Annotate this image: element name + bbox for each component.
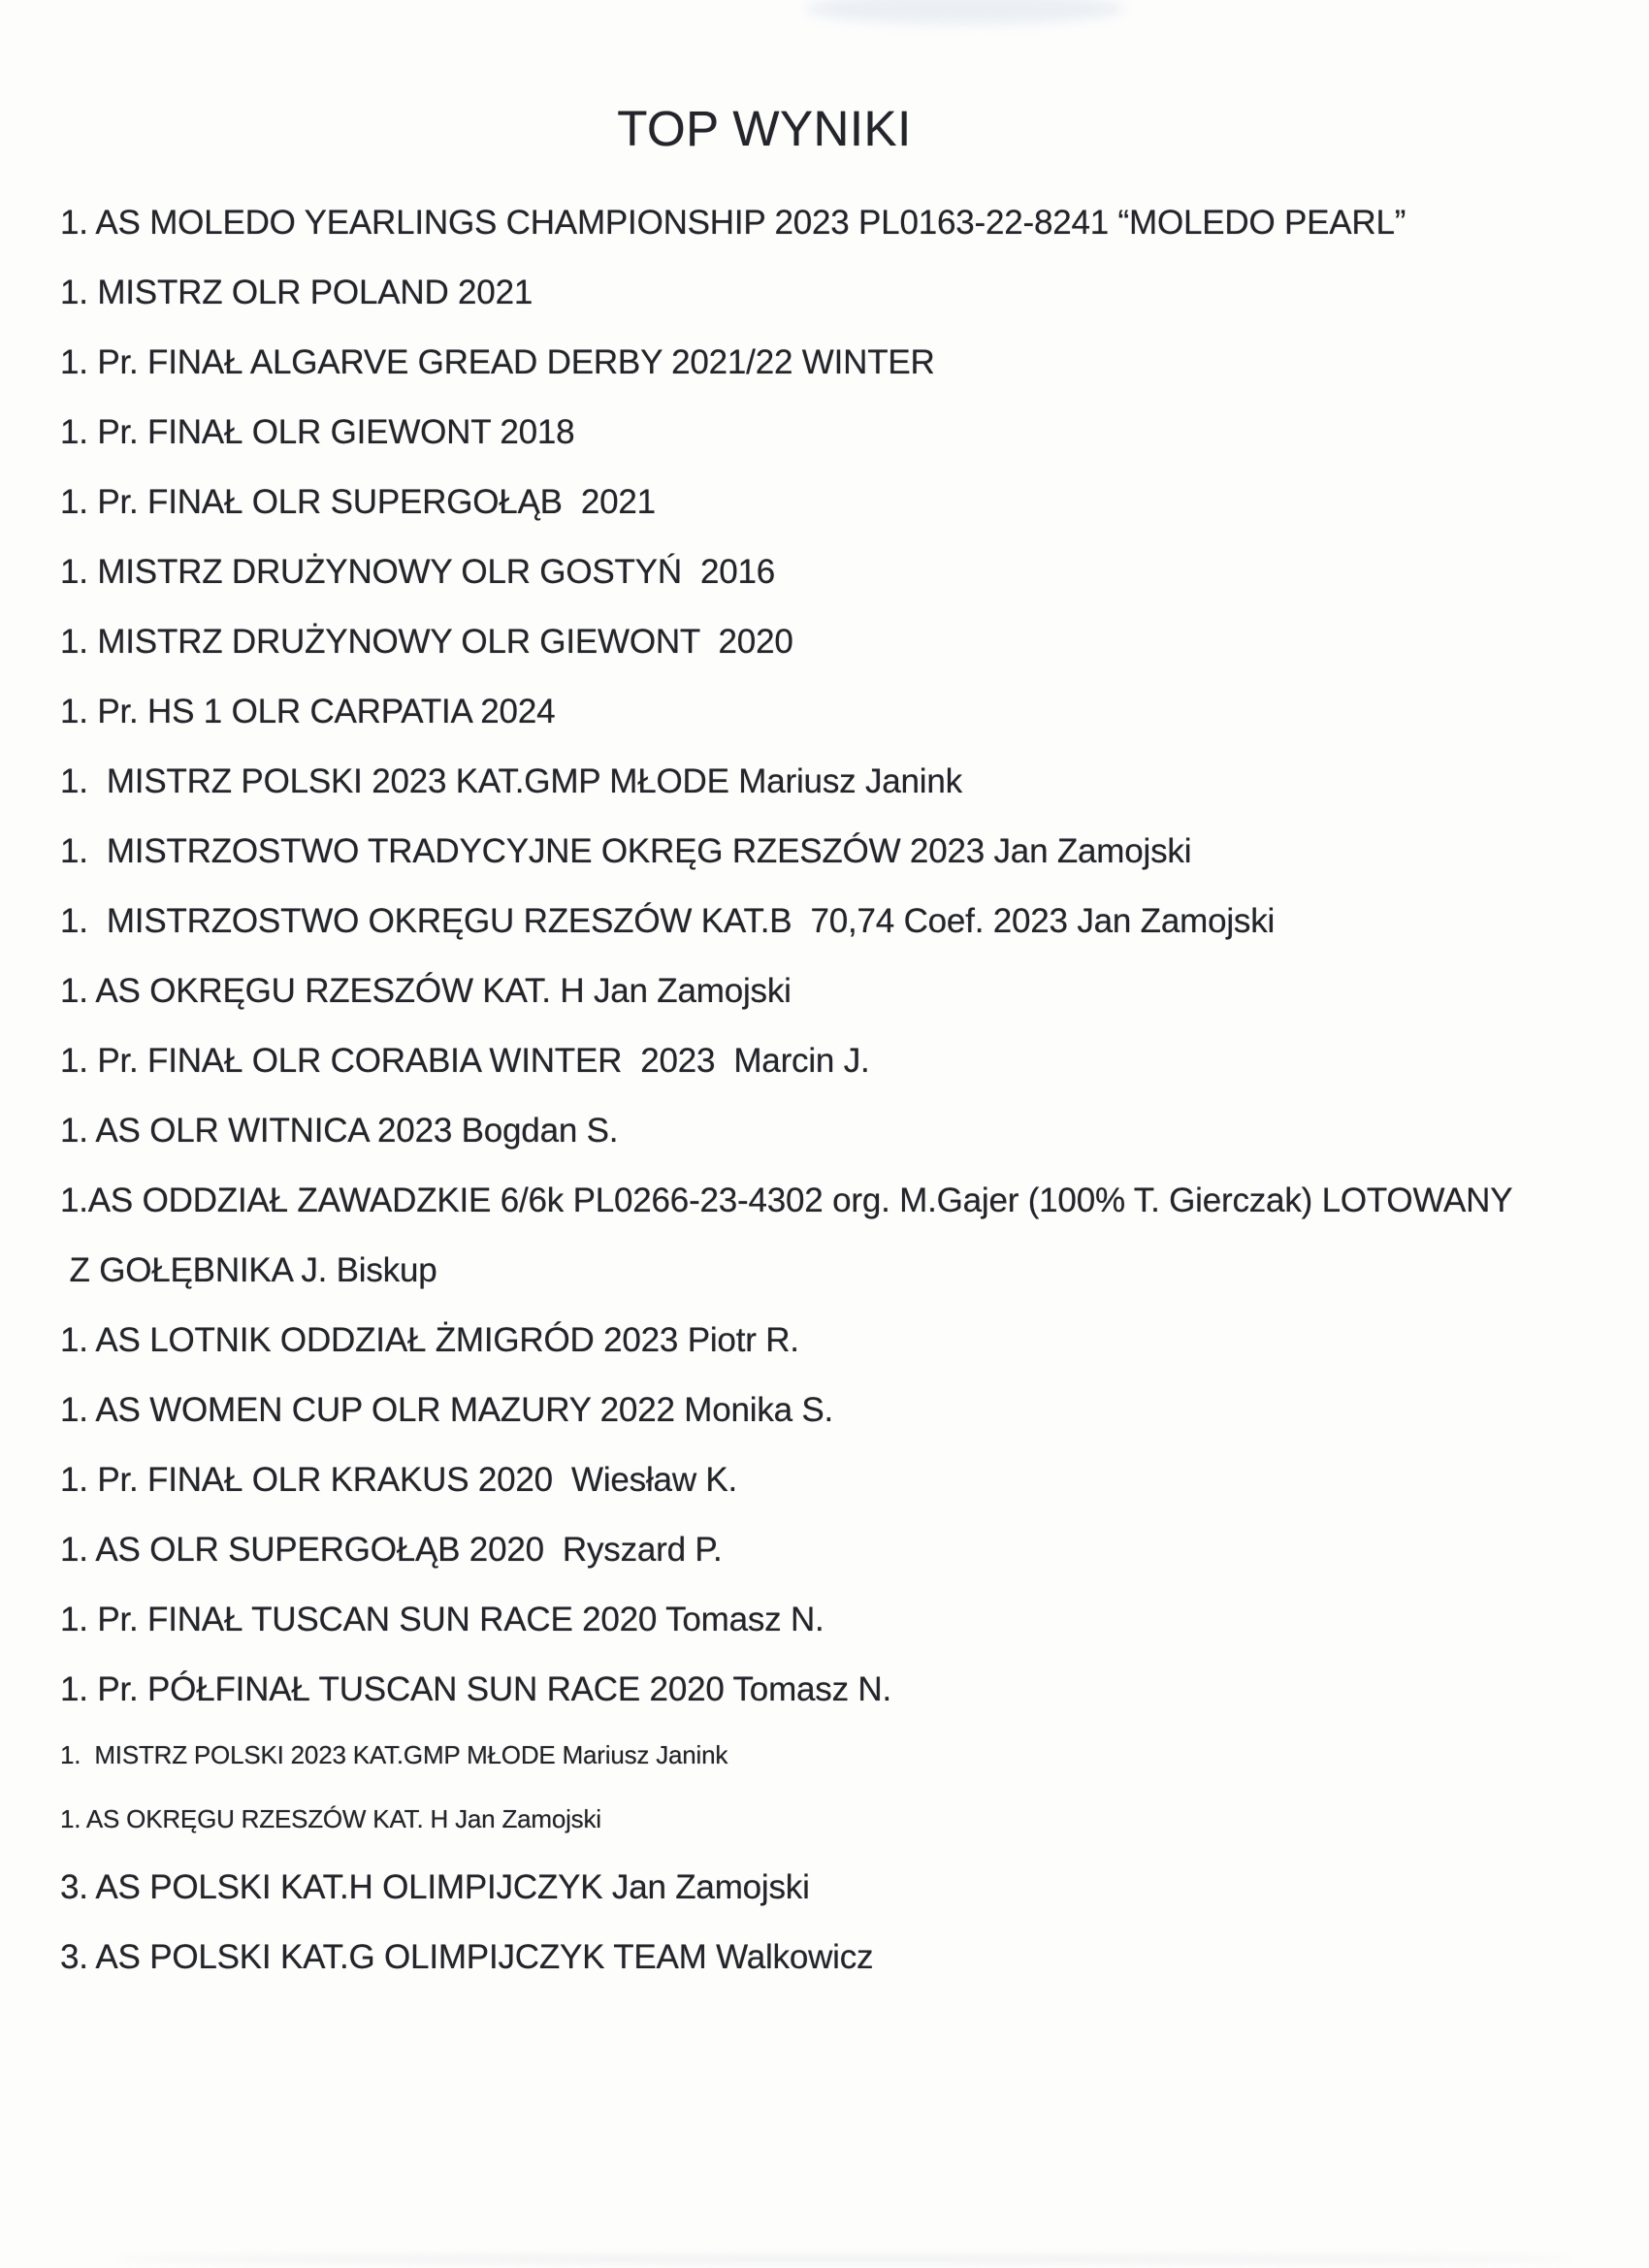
list-item: 1. MISTRZOSTWO TRADYCYJNE OKRĘG RZESZÓW 2023 Jan Zamojski — [60, 832, 1192, 870]
list-item: 1. MISTRZ POLSKI 2023 KAT.GMP MŁODE Mariusz Janink — [60, 762, 962, 800]
list-item: 1. AS OLR WITNICA 2023 Bogdan S. — [60, 1112, 619, 1150]
list-item: 1. Pr. FINAŁ OLR SUPERGOŁĄB 2021 — [60, 483, 656, 521]
list-item: 1. AS OLR SUPERGOŁĄB 2020 Ryszard P. — [60, 1531, 723, 1569]
list-item: 1. Pr. FINAŁ ALGARVE GREAD DERBY 2021/22 WINTER — [60, 343, 935, 381]
list-item: 3. AS POLSKI KAT.G OLIMPIJCZYK TEAM Walkowicz — [60, 1938, 874, 1976]
list-item: 1. Pr. PÓŁFINAŁ TUSCAN SUN RACE 2020 Tomasz N. — [60, 1670, 892, 1708]
list-item: 1.AS ODDZIAŁ ZAWADZKIE 6/6k PL0266-23-4302 org. M.Gajer (100% T. Gierczak) LOTOWANY — [60, 1182, 1513, 1219]
list-item: 3. AS POLSKI KAT.H OLIMPIJCZYK Jan Zamojski — [60, 1868, 810, 1906]
list-item: 1. MISTRZ DRUŻYNOWY OLR GOSTYŃ 2016 — [60, 553, 776, 591]
list-item: 1. AS MOLEDO YEARLINGS CHAMPIONSHIP 2023 PL0163-22-8241 “MOLEDO PEARL” — [60, 204, 1406, 242]
list-item: 1. Pr. HS 1 OLR CARPATIA 2024 — [60, 693, 556, 730]
list-item: 1. Pr. FINAŁ OLR CORABIA WINTER 2023 Marcin J. — [60, 1042, 870, 1080]
list-item: 1. MISTRZOSTWO OKRĘGU RZESZÓW KAT.B 70,74 Coef. 2023 Jan Zamojski — [60, 902, 1276, 940]
list-item: 1. MISTRZ DRUŻYNOWY OLR GIEWONT 2020 — [60, 623, 793, 661]
list-item: 1. MISTRZ POLSKI 2023 KAT.GMP MŁODE Mariusz Janink — [60, 1740, 728, 1769]
list-item: 1. MISTRZ OLR POLAND 2021 — [60, 274, 534, 311]
list-item: 1. Pr. FINAŁ OLR GIEWONT 2018 — [60, 413, 575, 451]
list-item: 1. AS OKRĘGU RZESZÓW KAT. H Jan Zamojski — [60, 972, 792, 1010]
list-item: 1. AS WOMEN CUP OLR MAZURY 2022 Monika S. — [60, 1391, 834, 1429]
list-item: Z GOŁĘBNIKA J. Biskup — [60, 1251, 437, 1289]
page-title: TOP WYNIKI — [617, 101, 912, 156]
list-item: 1. Pr. FINAŁ OLR KRAKUS 2020 Wiesław K. — [60, 1461, 738, 1499]
results-list — [0, 204, 1649, 1977]
scan-smudge-bottom — [116, 2254, 1571, 2264]
list-item: 1. AS OKRĘGU RZESZÓW KAT. H Jan Zamojski — [60, 1804, 601, 1833]
list-item: 1. Pr. FINAŁ TUSCAN SUN RACE 2020 Tomasz N. — [60, 1601, 824, 1638]
list-item: 1. AS LOTNIK ODDZIAŁ ŻMIGRÓD 2023 Piotr R. — [60, 1321, 799, 1359]
